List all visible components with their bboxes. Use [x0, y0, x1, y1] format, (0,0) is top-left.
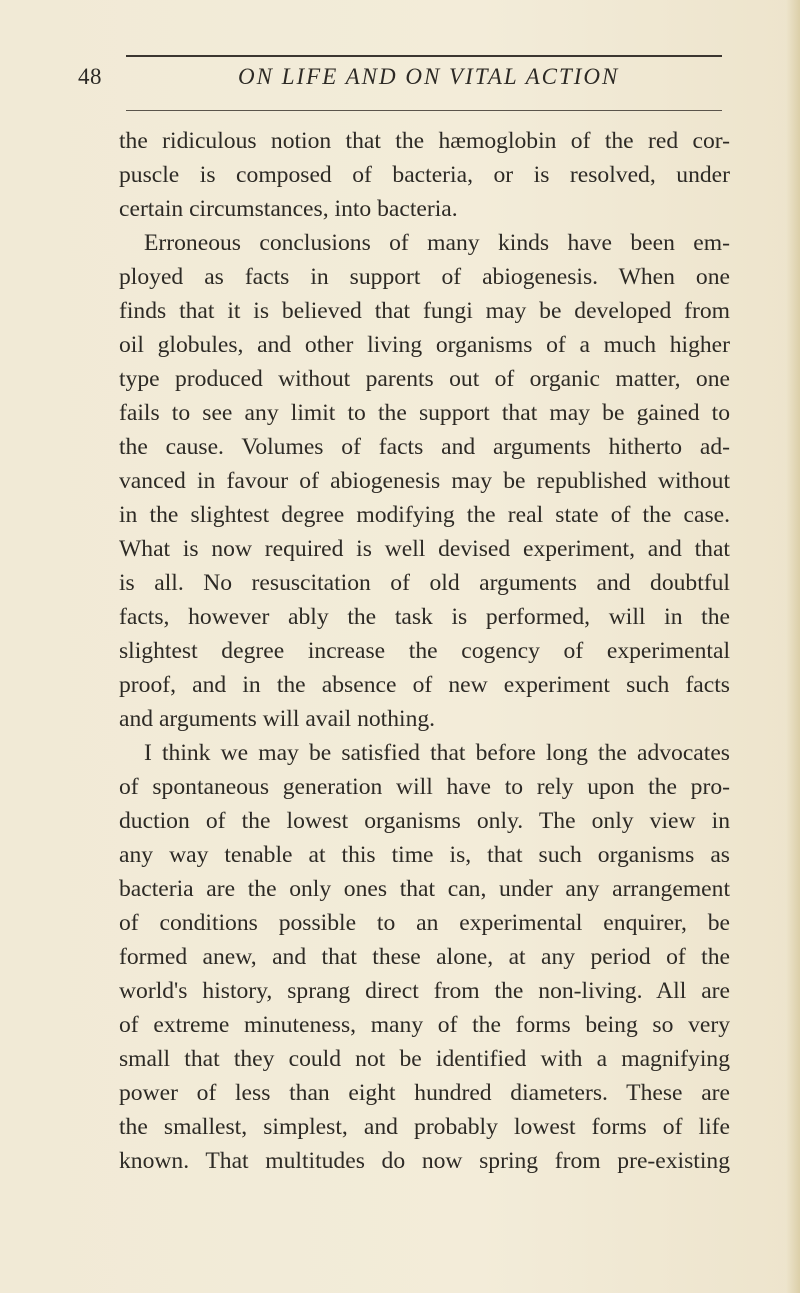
text-line: the ridiculous notion that the hæmoglobin of the red cor- — [119, 128, 730, 154]
text-line: slightest degree increase the cogency of experimental — [119, 638, 730, 664]
text-line: certain circumstances, into bacteria. — [119, 196, 458, 222]
text-line: small that they could not be identified with a magnifying — [119, 1046, 730, 1072]
text-line: I think we may be satisfied that before long the advocates — [144, 740, 730, 766]
text-line: the smallest, simplest, and probably lowest forms of life — [119, 1114, 730, 1140]
running-title: ON LIFE AND ON VITAL ACTION — [238, 64, 620, 89]
text-line: finds that it is believed that fungi may be developed from — [119, 298, 730, 324]
page-edge-shadow — [786, 0, 800, 1293]
text-line: bacteria are the only ones that can, under any arrangement — [119, 876, 730, 902]
running-head — [78, 64, 728, 98]
text-line: oil globules, and other living organisms of a much higher — [119, 332, 730, 358]
page-number: 48 — [78, 64, 102, 89]
text-line: any way tenable at this time is, that such organisms as — [119, 842, 730, 868]
text-line: of extreme minuteness, many of the forms being so very — [119, 1012, 730, 1038]
text-line: is all. No resuscitation of old arguments and doubtful — [119, 570, 730, 596]
text-line: fails to see any limit to the support that may be gained to — [119, 400, 730, 426]
text-line: known. That multitudes do now spring from pre-existing — [119, 1148, 730, 1174]
text-line: ployed as facts in support of abiogenesis. When one — [119, 264, 730, 290]
text-line: facts, however ably the task is performed, will in the — [119, 604, 730, 630]
text-line: power of less than eight hundred diameters. These are — [119, 1080, 730, 1106]
text-line: world's history, sprang direct from the non-living. All are — [119, 978, 730, 1004]
text-line: puscle is composed of bacteria, or is resolved, under — [119, 162, 730, 188]
text-line: of conditions possible to an experimental enquirer, be — [119, 910, 730, 936]
text-line: proof, and in the absence of new experiment such facts — [119, 672, 730, 698]
text-line: type produced without parents out of organic matter, one — [119, 366, 730, 392]
header-rule-top — [126, 55, 722, 57]
text-line: the cause. Volumes of facts and arguments hitherto ad- — [119, 434, 730, 460]
text-line: What is now required is well devised experiment, and that — [119, 536, 730, 562]
text-line: formed anew, and that these alone, at any period of the — [119, 944, 730, 970]
text-line: and arguments will avail nothing. — [119, 706, 436, 732]
text-line: duction of the lowest organisms only. The only view in — [119, 808, 730, 834]
text-line: of spontaneous generation will have to rely upon the pro- — [119, 774, 730, 800]
text-line: in the slightest degree modifying the real state of the case. — [119, 502, 730, 528]
text-line: Erroneous conclusions of many kinds have been em- — [144, 230, 730, 256]
text-line: vanced in favour of abiogenesis may be republished without — [119, 468, 730, 494]
header-rule-bottom — [126, 110, 722, 111]
